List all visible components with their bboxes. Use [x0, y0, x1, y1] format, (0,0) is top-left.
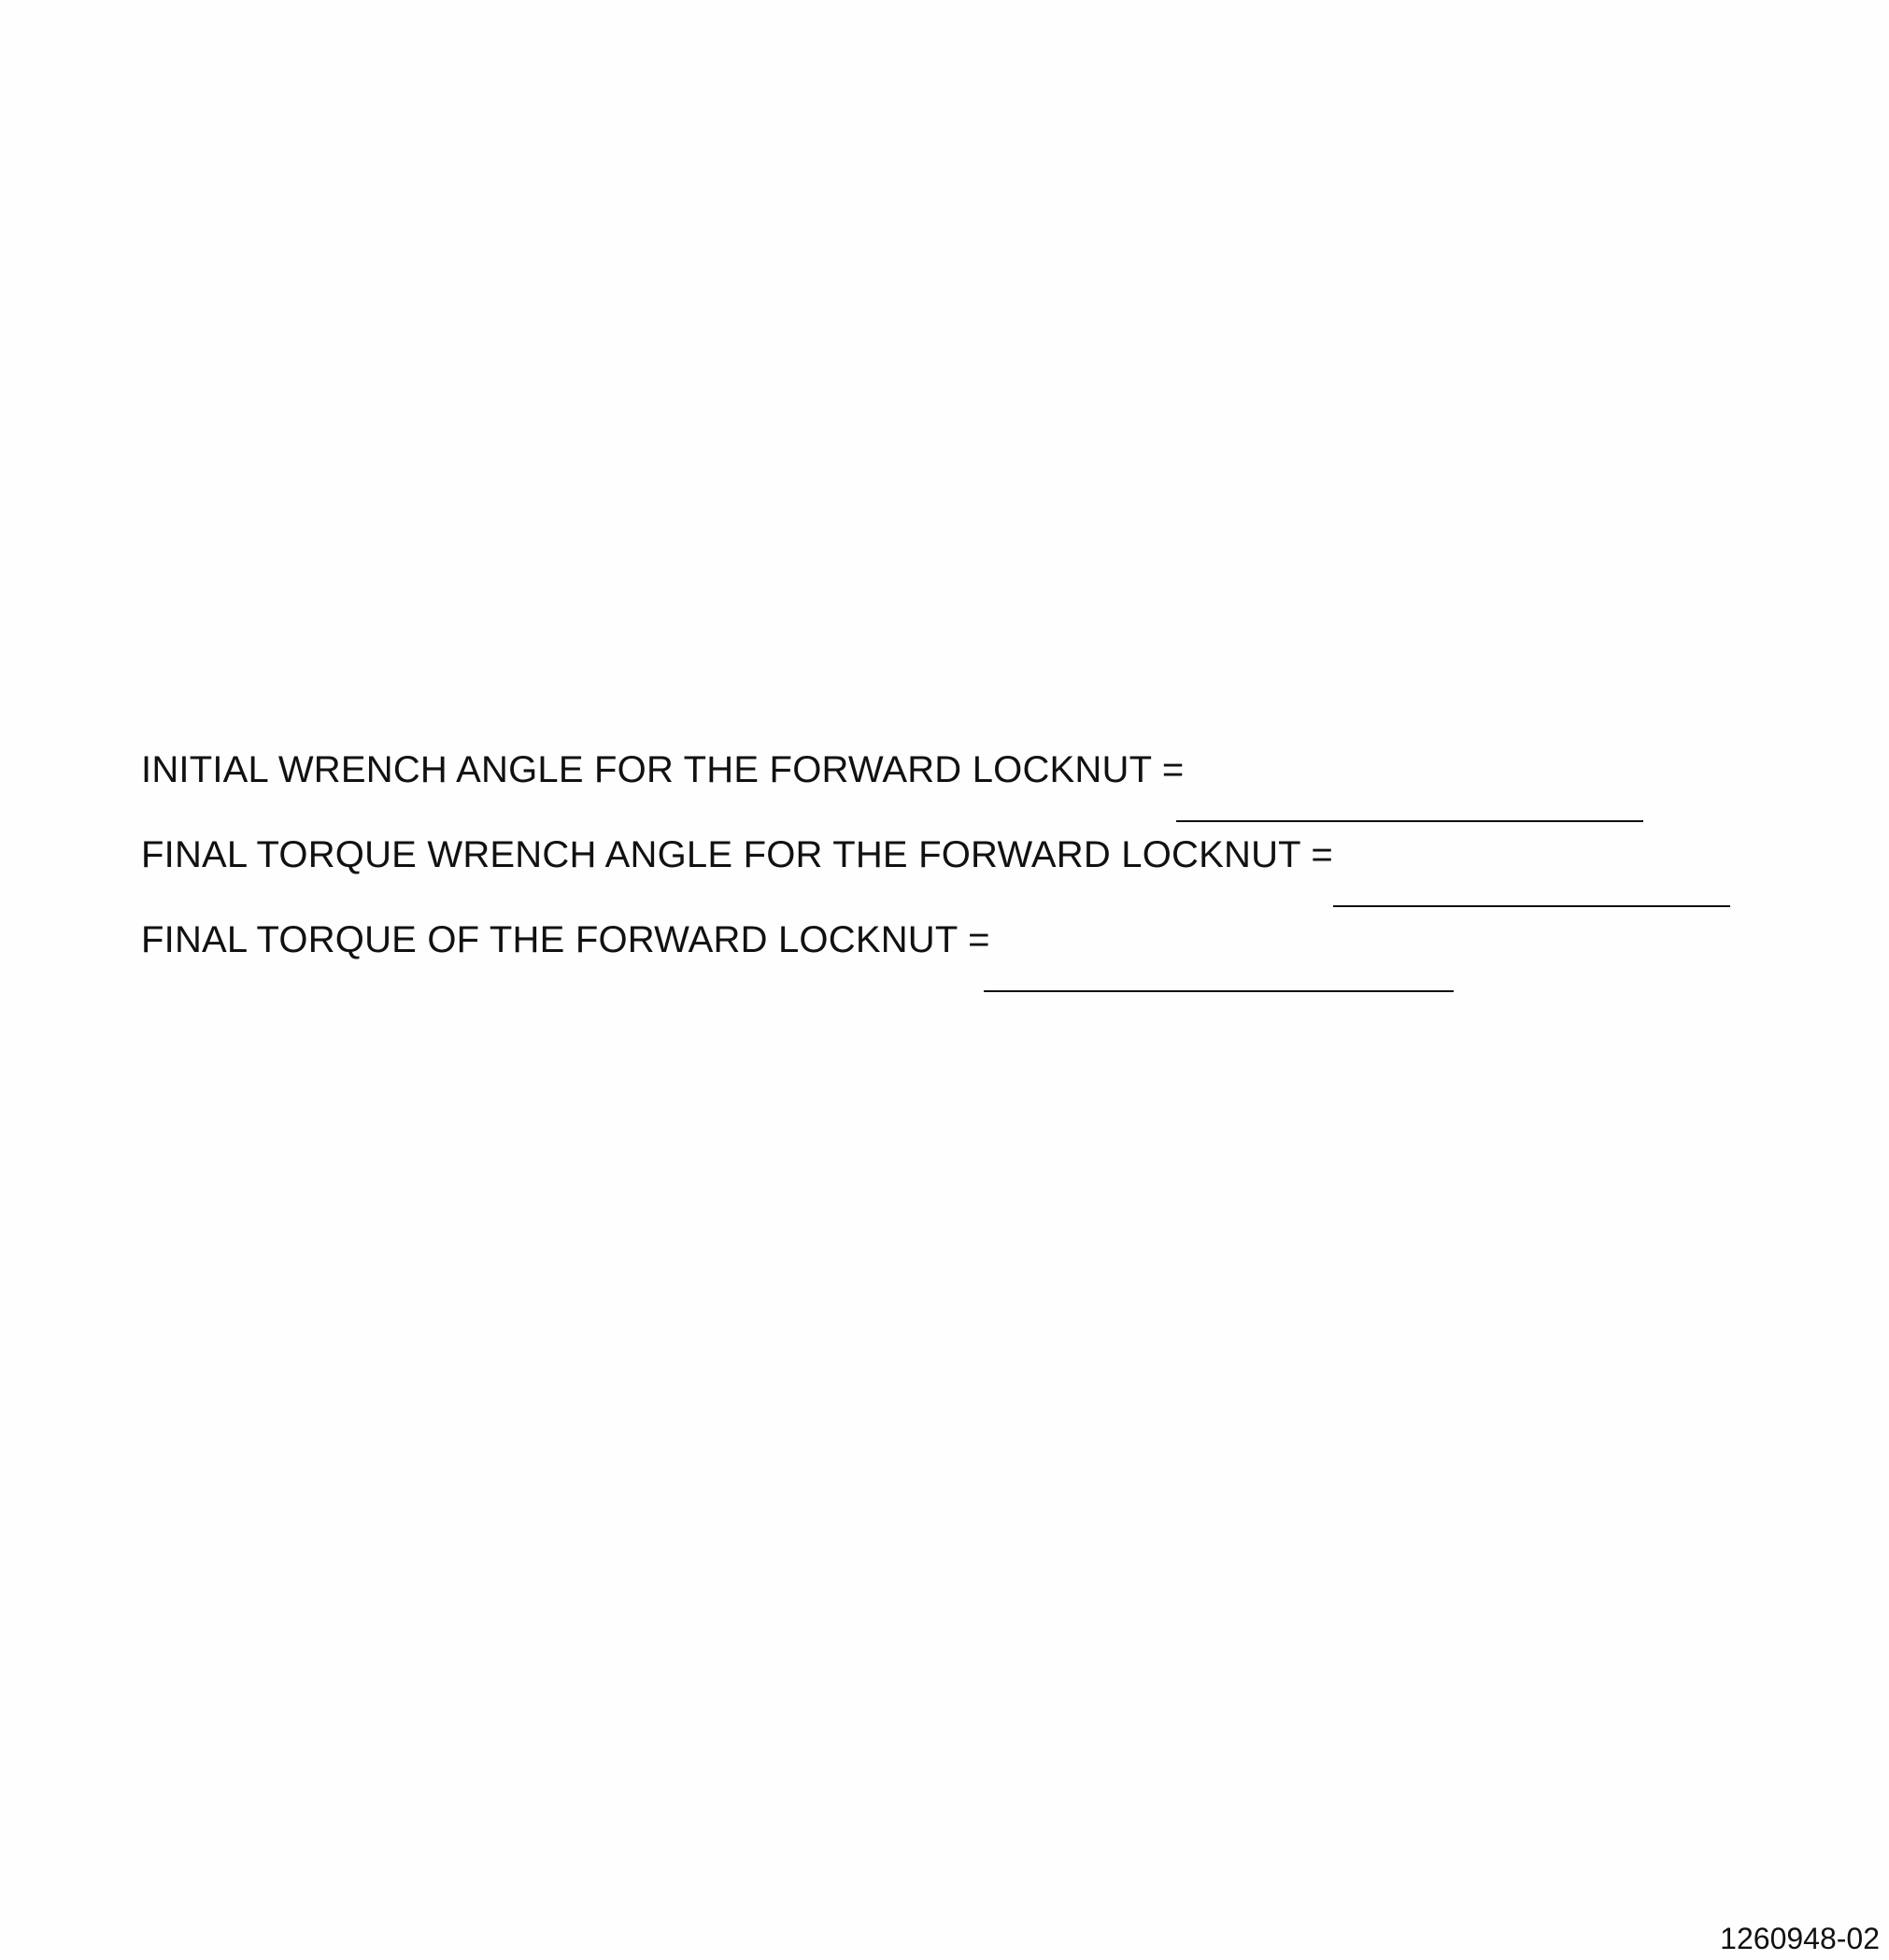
final-torque-wrench-angle-blank	[1333, 905, 1730, 907]
final-torque-blank	[984, 990, 1454, 992]
final-torque-wrench-angle-label: FINAL TORQUE WRENCH ANGLE FOR THE FORWARD LOCKNUT =	[141, 834, 1333, 875]
document-number: 1260948-02	[1720, 1922, 1880, 1955]
initial-wrench-angle-blank	[1176, 820, 1643, 822]
initial-wrench-angle-label: INITIAL WRENCH ANGLE FOR THE FORWARD LOCKNUT =	[141, 749, 1185, 790]
final-torque-label: FINAL TORQUE OF THE FORWARD LOCKNUT =	[141, 919, 990, 960]
